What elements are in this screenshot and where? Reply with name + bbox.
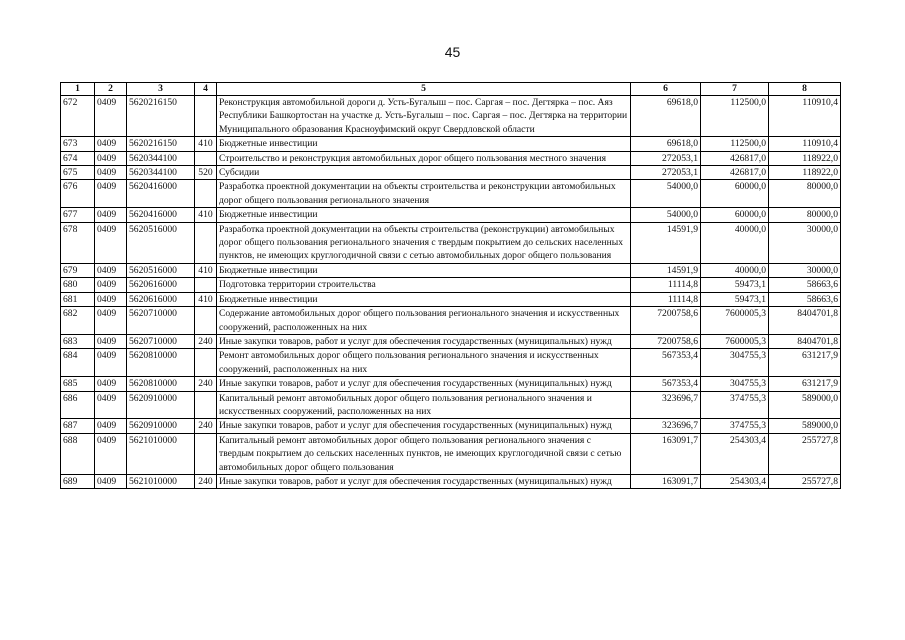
amount-col7-cell: 7600005,3: [701, 307, 769, 335]
amount-col6-cell: 272053,1: [631, 166, 701, 180]
row-number-cell: 683: [61, 334, 95, 348]
item-name-cell: Иные закупки товаров, работ и услуг для обеспечения государственных (муниципальных) нужд: [217, 474, 631, 488]
amount-col7-cell: 254303,4: [701, 433, 769, 474]
header-cell: 1: [61, 83, 95, 96]
section-code-cell: 0409: [95, 419, 127, 433]
expense-type-cell: [195, 151, 217, 165]
amount-col8-cell: 631217,9: [769, 349, 841, 377]
item-name-cell: Иные закупки товаров, работ и услуг для обеспечения государственных (муниципальных) нужд: [217, 334, 631, 348]
table-row: [61, 474, 841, 488]
item-name-cell: Иные закупки товаров, работ и услуг для обеспечения государственных (муниципальных) нужд: [217, 419, 631, 433]
item-name-cell: Капитальный ремонт автомобильных дорог общего пользования регионального значения и искусственных сооружений, расположенных на них: [217, 391, 631, 419]
section-code-cell: 0409: [95, 166, 127, 180]
section-code-cell: 0409: [95, 433, 127, 474]
row-number-cell: 689: [61, 474, 95, 488]
amount-col8-cell: 80000,0: [769, 208, 841, 222]
amount-col6-cell: 7200758,6: [631, 334, 701, 348]
expense-type-cell: [195, 180, 217, 208]
amount-col6-cell: 69618,0: [631, 96, 701, 137]
target-article-cell: 5620810000: [127, 349, 195, 377]
expense-type-cell: 410: [195, 263, 217, 277]
amount-col6-cell: 14591,9: [631, 222, 701, 263]
section-code-cell: 0409: [95, 474, 127, 488]
expense-type-cell: 240: [195, 419, 217, 433]
amount-col6-cell: 567353,4: [631, 349, 701, 377]
amount-col6-cell: 14591,9: [631, 263, 701, 277]
budget-table: [60, 82, 841, 489]
item-name-cell: Бюджетные инвестиции: [217, 263, 631, 277]
target-article-cell: 5620516000: [127, 263, 195, 277]
amount-col8-cell: 80000,0: [769, 180, 841, 208]
amount-col8-cell: 30000,0: [769, 263, 841, 277]
section-code-cell: 0409: [95, 377, 127, 391]
header-cell: 8: [769, 83, 841, 96]
table-row: [61, 278, 841, 292]
expense-type-cell: [195, 278, 217, 292]
target-article-cell: 5620710000: [127, 307, 195, 335]
amount-col8-cell: 8404701,8: [769, 334, 841, 348]
item-name-cell: Бюджетные инвестиции: [217, 292, 631, 306]
table-row: [61, 151, 841, 165]
expense-type-cell: 240: [195, 377, 217, 391]
target-article-cell: 5620910000: [127, 419, 195, 433]
section-code-cell: 0409: [95, 292, 127, 306]
row-number-cell: 673: [61, 137, 95, 151]
amount-col8-cell: 30000,0: [769, 222, 841, 263]
amount-col7-cell: 304755,3: [701, 377, 769, 391]
amount-col6-cell: 11114,8: [631, 278, 701, 292]
amount-col8-cell: 118922,0: [769, 151, 841, 165]
target-article-cell: 5620416000: [127, 180, 195, 208]
header-cell: 3: [127, 83, 195, 96]
item-name-cell: Бюджетные инвестиции: [217, 137, 631, 151]
amount-col8-cell: 255727,8: [769, 474, 841, 488]
amount-col7-cell: 40000,0: [701, 263, 769, 277]
section-code-cell: 0409: [95, 222, 127, 263]
section-code-cell: 0409: [95, 208, 127, 222]
row-number-cell: 680: [61, 278, 95, 292]
expense-type-cell: 410: [195, 137, 217, 151]
amount-col8-cell: 589000,0: [769, 391, 841, 419]
expense-type-cell: 410: [195, 208, 217, 222]
amount-col8-cell: 631217,9: [769, 377, 841, 391]
row-number-cell: 674: [61, 151, 95, 165]
row-number-cell: 688: [61, 433, 95, 474]
section-code-cell: 0409: [95, 263, 127, 277]
table-row: [61, 96, 841, 137]
item-name-cell: Ремонт автомобильных дорог общего пользования регионального значения и искусственных сооружений, расположенных на них: [217, 349, 631, 377]
row-number-cell: 681: [61, 292, 95, 306]
row-number-cell: 684: [61, 349, 95, 377]
table-row: [61, 263, 841, 277]
row-number-cell: 687: [61, 419, 95, 433]
amount-col7-cell: 59473,1: [701, 278, 769, 292]
amount-col6-cell: 7200758,6: [631, 307, 701, 335]
target-article-cell: 5620416000: [127, 208, 195, 222]
table-row: [61, 222, 841, 263]
amount-col6-cell: 54000,0: [631, 208, 701, 222]
target-article-cell: 5621010000: [127, 433, 195, 474]
amount-col7-cell: 374755,3: [701, 419, 769, 433]
section-code-cell: 0409: [95, 391, 127, 419]
table-row: [61, 208, 841, 222]
expense-type-cell: 520: [195, 166, 217, 180]
row-number-cell: 676: [61, 180, 95, 208]
target-article-cell: 5620910000: [127, 391, 195, 419]
amount-col7-cell: 59473,1: [701, 292, 769, 306]
amount-col7-cell: 60000,0: [701, 208, 769, 222]
amount-col7-cell: 40000,0: [701, 222, 769, 263]
amount-col6-cell: 54000,0: [631, 180, 701, 208]
row-number-cell: 685: [61, 377, 95, 391]
section-code-cell: 0409: [95, 349, 127, 377]
table-row: [61, 292, 841, 306]
target-article-cell: 5620216150: [127, 96, 195, 137]
target-article-cell: 5620810000: [127, 377, 195, 391]
table-row: [61, 307, 841, 335]
item-name-cell: Разработка проектной документации на объекты строительства и реконструкции автомобильных дорог общего пользования регионального значения: [217, 180, 631, 208]
target-article-cell: 5621010000: [127, 474, 195, 488]
target-article-cell: 5620344100: [127, 151, 195, 165]
amount-col8-cell: 255727,8: [769, 433, 841, 474]
table-header-row: [61, 83, 841, 96]
table-row: [61, 377, 841, 391]
target-article-cell: 5620616000: [127, 292, 195, 306]
amount-col7-cell: 60000,0: [701, 180, 769, 208]
amount-col7-cell: 254303,4: [701, 474, 769, 488]
amount-col6-cell: 163091,7: [631, 433, 701, 474]
table-row: [61, 137, 841, 151]
item-name-cell: Иные закупки товаров, работ и услуг для обеспечения государственных (муниципальных) нужд: [217, 377, 631, 391]
section-code-cell: 0409: [95, 307, 127, 335]
item-name-cell: Строительство и реконструкция автомобильных дорог общего пользования местного значения: [217, 151, 631, 165]
table-row: [61, 433, 841, 474]
expense-type-cell: [195, 433, 217, 474]
header-cell: 2: [95, 83, 127, 96]
amount-col8-cell: 118922,0: [769, 166, 841, 180]
section-code-cell: 0409: [95, 278, 127, 292]
amount-col6-cell: 323696,7: [631, 391, 701, 419]
amount-col6-cell: 163091,7: [631, 474, 701, 488]
section-code-cell: 0409: [95, 151, 127, 165]
header-cell: 4: [195, 83, 217, 96]
item-name-cell: Реконструкция автомобильной дороги д. Усть-Бугалыш – пос. Саргая – пос. Дегтярка – пос. Аяз Республики Башкортостан на участке д. Усть-Бугалыш – пос. Саргая – пос. Дегтярка на территории Муниципального образования Красноуфимский округ Свердловской области: [217, 96, 631, 137]
amount-col8-cell: 58663,6: [769, 292, 841, 306]
header-cell: 5: [217, 83, 631, 96]
header-cell: 6: [631, 83, 701, 96]
item-name-cell: Содержание автомобильных дорог общего пользования регионального значения и искусственных сооружений, расположенных на них: [217, 307, 631, 335]
item-name-cell: Капитальный ремонт автомобильных дорог общего пользования регионального значения с твердым покрытием до сельских населенных пунктов, не имеющих круглогодичной связи с сетью автомобильных дорог общего пользования: [217, 433, 631, 474]
row-number-cell: 675: [61, 166, 95, 180]
amount-col8-cell: 110910,4: [769, 137, 841, 151]
amount-col6-cell: 272053,1: [631, 151, 701, 165]
amount-col6-cell: 567353,4: [631, 377, 701, 391]
amount-col7-cell: 112500,0: [701, 96, 769, 137]
target-article-cell: 5620516000: [127, 222, 195, 263]
expense-type-cell: 240: [195, 474, 217, 488]
row-number-cell: 677: [61, 208, 95, 222]
amount-col7-cell: 112500,0: [701, 137, 769, 151]
row-number-cell: 686: [61, 391, 95, 419]
section-code-cell: 0409: [95, 180, 127, 208]
item-name-cell: Бюджетные инвестиции: [217, 208, 631, 222]
table-row: [61, 166, 841, 180]
target-article-cell: 5620216150: [127, 137, 195, 151]
row-number-cell: 682: [61, 307, 95, 335]
amount-col8-cell: 110910,4: [769, 96, 841, 137]
expense-type-cell: [195, 307, 217, 335]
item-name-cell: Подготовка территории строительства: [217, 278, 631, 292]
amount-col8-cell: 58663,6: [769, 278, 841, 292]
amount-col7-cell: 374755,3: [701, 391, 769, 419]
target-article-cell: 5620616000: [127, 278, 195, 292]
expense-type-cell: 410: [195, 292, 217, 306]
item-name-cell: Субсидии: [217, 166, 631, 180]
page-number: 45: [444, 44, 461, 60]
amount-col7-cell: 426817,0: [701, 151, 769, 165]
section-code-cell: 0409: [95, 334, 127, 348]
table-body: [61, 96, 841, 489]
row-number-cell: 679: [61, 263, 95, 277]
amount-col6-cell: 323696,7: [631, 419, 701, 433]
amount-col6-cell: 11114,8: [631, 292, 701, 306]
expense-type-cell: [195, 222, 217, 263]
section-code-cell: 0409: [95, 137, 127, 151]
target-article-cell: 5620344100: [127, 166, 195, 180]
expense-type-cell: [195, 349, 217, 377]
amount-col7-cell: 304755,3: [701, 349, 769, 377]
table-row: [61, 349, 841, 377]
amount-col8-cell: 589000,0: [769, 419, 841, 433]
amount-col8-cell: 8404701,8: [769, 307, 841, 335]
table-row: [61, 180, 841, 208]
item-name-cell: Разработка проектной документации на объекты строительства (реконструкции) автомобильных дорог общего пользования регионального значения с твердым покрытием до сельских населенных пунктов, не имеющих круглогодичной связи с сетью автомобильных дорог общего пользования: [217, 222, 631, 263]
row-number-cell: 678: [61, 222, 95, 263]
expense-type-cell: [195, 391, 217, 419]
table-row: [61, 391, 841, 419]
table-row: [61, 334, 841, 348]
amount-col6-cell: 69618,0: [631, 137, 701, 151]
header-cell: 7: [701, 83, 769, 96]
expense-type-cell: [195, 96, 217, 137]
target-article-cell: 5620710000: [127, 334, 195, 348]
expense-type-cell: 240: [195, 334, 217, 348]
amount-col7-cell: 426817,0: [701, 166, 769, 180]
section-code-cell: 0409: [95, 96, 127, 137]
row-number-cell: 672: [61, 96, 95, 137]
table-row: [61, 419, 841, 433]
amount-col7-cell: 7600005,3: [701, 334, 769, 348]
